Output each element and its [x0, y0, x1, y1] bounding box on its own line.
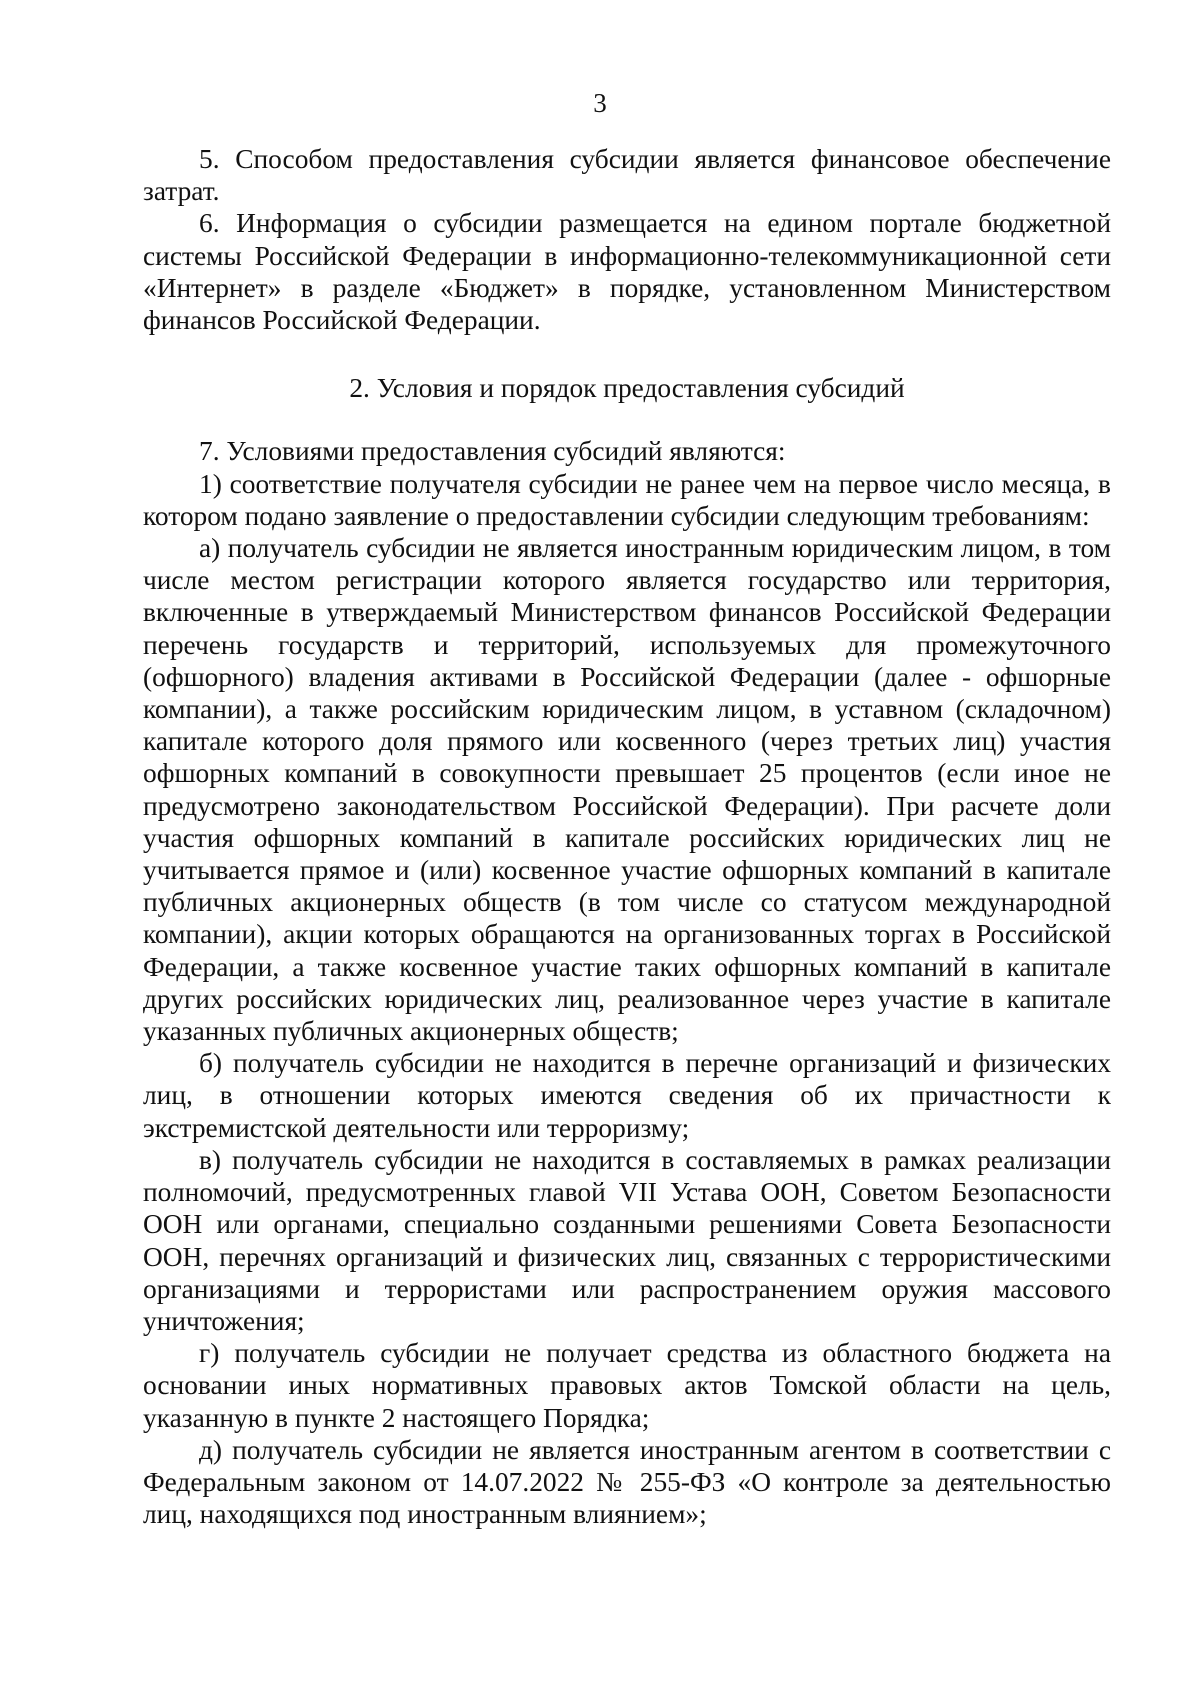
paragraph-5: 5. Способом предоставления субсидии является финансовое обеспечение затрат. [143, 144, 1111, 207]
paragraph-7-1-d: д) получатель субсидии не является иностранным агентом в соответствии с Федеральным законом от 14.07.2022 № 255-ФЗ «О контроле за деятельностью лиц, находящихся под иностранным влиянием»; [143, 1434, 1111, 1530]
paragraph-7: 7. Условиями предоставления субсидий являются: [199, 436, 786, 467]
paragraph-7-1-v: в) получатель субсидии не находится в составляемых в рамках реализации полномочий, предусмотренных главой VII Устава ООН, Советом Безопасности ООН или органами, специально созданными решениями Совета Безопасности ООН, перечнях организаций и физических лиц, связанных с террористическими организациями и террористами или распространением оружия массового уничтожения; [143, 1144, 1111, 1336]
document-body [143, 143, 1111, 1530]
paragraph-7-1-b: б) получатель субсидии не находится в перечне организаций и физических лиц, в отношении которых имеются сведения об их причастности к экстремистской деятельности или терроризму; [143, 1048, 1111, 1143]
section-heading: 2. Условия и порядок предоставления субсидий [349, 373, 905, 404]
paragraph-6: 6. Информация о субсидии размещается на едином портале бюджетной системы Российской Федерации в информационно-телекоммуникационной сети «Интернет» в разделе «Бюджет» в порядке, установленном Министерством финансов Российской Федерации. [143, 208, 1111, 336]
paragraph-7-1: 1) соответствие получателя субсидии не ранее чем на первое число месяца, в котором подано заявление о предоставлении субсидии следующим требованиям: [143, 468, 1111, 531]
paragraph-7-1-g: г) получатель субсидии не получает средства из областного бюджета на основании иных нормативных правовых актов Томской области на цель, указанную в пункте 2 настоящего Порядка; [143, 1338, 1111, 1433]
paragraph-7-1-a: а) получатель субсидии не является иностранным юридическим лицом, в том числе местом регистрации которого является государство или территория, включенные в утверждаемый Министерством финансов Российской Федерации перечень государств и территорий, используемых для промежуточного (офшорного) владения активами в Российской Федерации (далее - офшорные компании), а также российским юридическим лицом, в уставном (складочном) капитале которого доля прямого или косвенного (через третьих лиц) участия офшорных компаний в совокупности превышает 25 процентов (если иное не предусмотрено законодательством Российской Федерации). При расчете доли участия офшорных компаний в капитале российских юридических лиц не учитывается прямое и (или) косвенное участие офшорных компаний в капитале публичных акционерных обществ (в том числе со статусом международной компании), акции которых обращаются на организованных торгах в Российской Федерации, а также косвенное участие таких офшорных компаний в капитале других российских юридических лиц, реализованное через участие в капитале указанных публичных акционерных обществ; [143, 533, 1111, 1047]
page-number: 3 [593, 88, 607, 118]
